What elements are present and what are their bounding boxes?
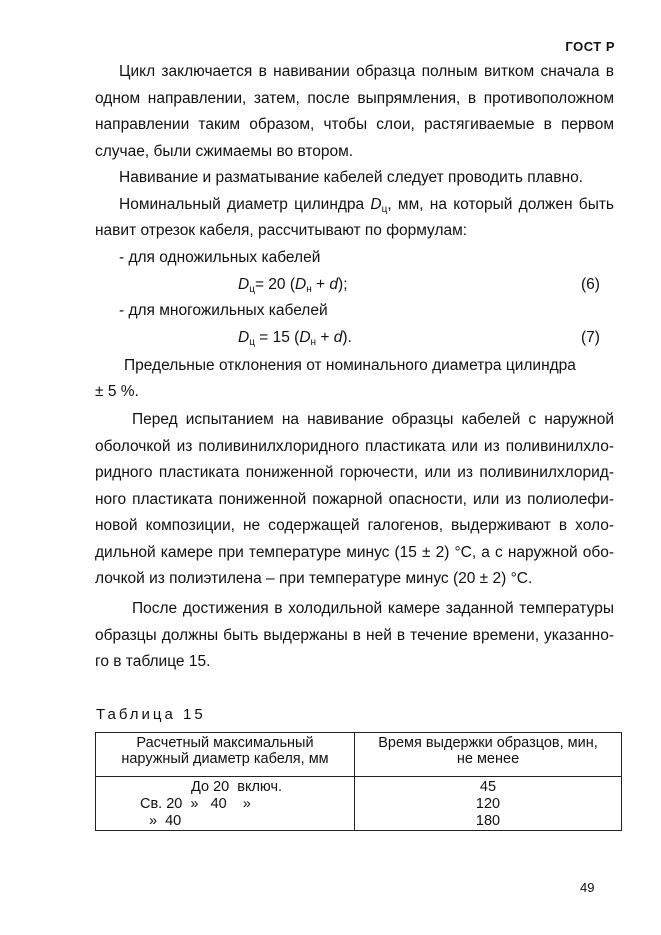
paragraph-cycle-line2: одном направлении, затем, после выпрямления, в противоположном — [95, 89, 614, 107]
header-time-line2: не менее — [456, 751, 520, 767]
paragraph-test-line7: лочкой из полиэтилена – при температуре минус (20 ± 2) °С. — [95, 570, 533, 587]
page-number: 49 — [580, 880, 595, 895]
paragraph-cycle-line3: направлении таким образом, чтобы слои, растягиваемые в первом — [95, 116, 614, 133]
paragraph-cycle-line4: случае, были сжимаемы во втором. — [95, 142, 354, 160]
diameter-value: Св. 20 » 40 » — [140, 796, 251, 812]
paragraph-exposure-line1: После достижения в холодильной камере заданной температуры — [132, 600, 614, 617]
table-15 — [95, 732, 622, 831]
header-diameter-line2: наружный диаметр кабеля, мм — [121, 751, 329, 767]
paragraph-tolerance-line2: ± 5 %. — [95, 383, 139, 400]
document-header: ГОСТ Р — [565, 39, 615, 54]
paragraph-diameter-line2: навит отрезок кабеля, рассчитывают по формулам: — [95, 222, 468, 239]
paragraph-cycle-line1: Цикл заключается в навивании образца полным витком сначала в — [119, 63, 614, 80]
diameter-cell — [96, 777, 355, 831]
header-diameter-line1: Расчетный максимальный — [136, 735, 314, 751]
paragraph-test-line1: Перед испытанием на навивание образцы кабелей с наружной — [132, 411, 614, 428]
time-value: 120 — [475, 796, 501, 812]
paragraph-diameter-line1: Номинальный диаметр цилиндра $D_ц$, мм, на который должен быть — [119, 195, 615, 215]
paragraph-tolerance-line1: Предельные отклонения от номинального диаметра цилиндра — [124, 357, 576, 374]
paragraph-test-line5: новой композиции, не содержащей галогенов, выдерживают в холо- — [95, 517, 614, 534]
header-cell-time — [355, 733, 622, 777]
diameter-value: До 20 включ. — [191, 779, 283, 795]
formula-6: $D_ц= 20$ $(D_н + d)$; — [238, 276, 348, 295]
time-value: 180 — [475, 813, 501, 829]
time-value: 45 — [479, 779, 497, 795]
list-item-single-core: - для одножильных кабелей — [119, 249, 321, 266]
formula-6-number: (6) — [581, 276, 600, 293]
paragraph-exposure-line3: го в таблице 15. — [95, 653, 211, 670]
diameter-value: » 40 — [149, 813, 182, 829]
paragraph-test-line6: дильной камере при температуре минус (15 ± 2) °С, а с наружной обо- — [95, 543, 614, 561]
paragraph-test-line4: ного пластиката пониженной пожарной опасности, или из полиолефи- — [95, 490, 614, 508]
header-time-line1: Время выдержки образцов, мин, — [378, 735, 598, 751]
paragraph-test-line2: оболочкой из поливинилхлоридного пластиката или из поливинилхло- — [95, 437, 614, 455]
table-caption: Таблица 15 — [96, 706, 206, 723]
formula-7-number: (7) — [581, 329, 600, 346]
list-item-multi-core: - для многожильных кабелей — [119, 302, 328, 319]
paragraph-test-line3: ридного пластиката пониженной горючести, или из поливинилхлорид- — [95, 464, 614, 481]
header-cell-diameter — [96, 733, 355, 777]
formula-7: $D_ц = 15$ $(D_н + d)$. — [238, 329, 352, 348]
paragraph-exposure-line2: образцы должны быть выдержаны в ней в течение времени, указанно- — [95, 626, 614, 644]
time-cell — [355, 777, 622, 831]
table-body-row — [96, 777, 622, 831]
paragraph-winding: Навивание и разматывание кабелей следует проводить плавно. — [119, 169, 583, 186]
table-header-row — [96, 733, 622, 777]
